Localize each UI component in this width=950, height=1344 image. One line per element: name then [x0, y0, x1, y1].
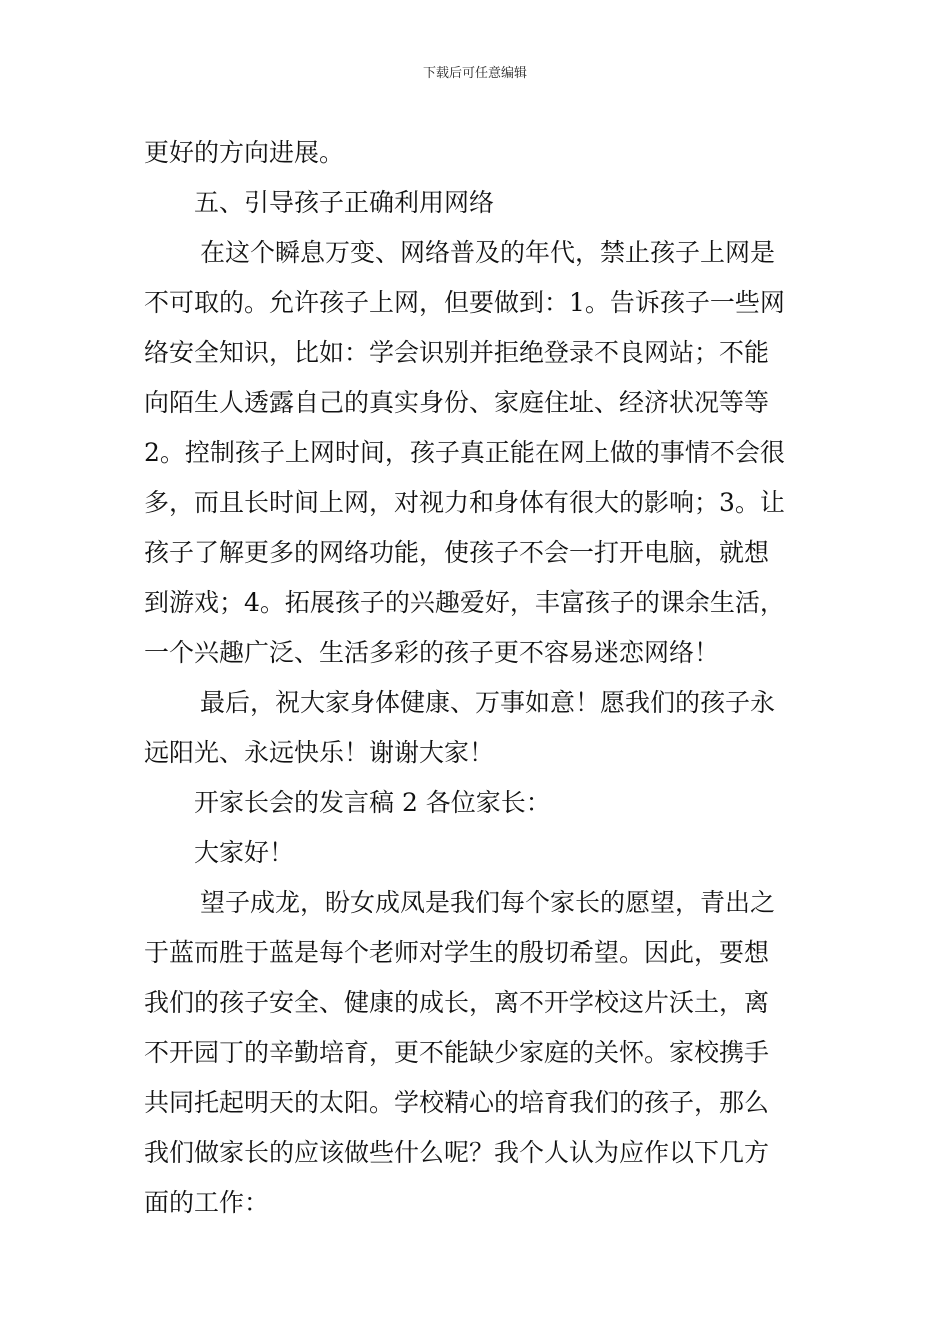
text-line: 面的工作： [144, 1188, 270, 1217]
section-heading: 五、引导孩子正确利用网络 [194, 188, 495, 217]
text-line: 远阳光、永远快乐！谢谢大家！ [144, 738, 495, 767]
page-header: 下载后可任意编辑 [422, 66, 527, 81]
text-line: 共同托起明天的太阳。学校精心的培育我们的孩子，那么 [144, 1088, 770, 1117]
greeting-line: 大家好！ [194, 838, 295, 867]
text-line: 最后，祝大家身体健康、万事如意！愿我们的孩子永 [200, 688, 776, 717]
text-line: 多，而且长时间上网，对视力和身体有很大的影响；3。让 [144, 488, 785, 517]
text-line: 望子成龙，盼女成凤是我们每个家长的愿望，青出之 [200, 888, 776, 917]
text-line: 不开园丁的辛勤培育，更不能缺少家庭的关怀。家校携手 [144, 1038, 770, 1067]
text-line: 到游戏；4。拓展孩子的兴趣爱好，丰富孩子的课余生活， [144, 588, 785, 617]
text-line: 络安全知识，比如：学会识别并拒绝登录不良网站；不能 [144, 338, 770, 367]
speech-title-line: 开家长会的发言稿 2 各位家长： [194, 788, 551, 817]
text-line: 于蓝而胜于蓝是每个老师对学生的殷切希望。因此，要想 [144, 938, 770, 967]
text-line: 在这个瞬息万变、网络普及的年代，禁止孩子上网是 [200, 238, 776, 267]
text-line: 向陌生人透露自己的真实身份、家庭住址、经济状况等等 [144, 388, 770, 417]
document-body [144, 128, 806, 1228]
text-line: 更好的方向进展。 [144, 138, 345, 167]
text-line: 我们的孩子安全、健康的成长，离不开学校这片沃土，离 [144, 988, 770, 1017]
text-line: 孩子了解更多的网络功能，使孩子不会一打开电脑，就想 [144, 538, 770, 567]
text-line: 不可取的。允许孩子上网，但要做到：1。告诉孩子一些网 [144, 288, 785, 317]
text-line: 我们做家长的应该做些什么呢？我个人认为应作以下几方 [144, 1138, 770, 1167]
text-line: 一个兴趣广泛、生活多彩的孩子更不容易迷恋网络！ [144, 638, 720, 667]
text-line: 2。控制孩子上网时间，孩子真正能在网上做的事情不会很 [144, 438, 785, 467]
